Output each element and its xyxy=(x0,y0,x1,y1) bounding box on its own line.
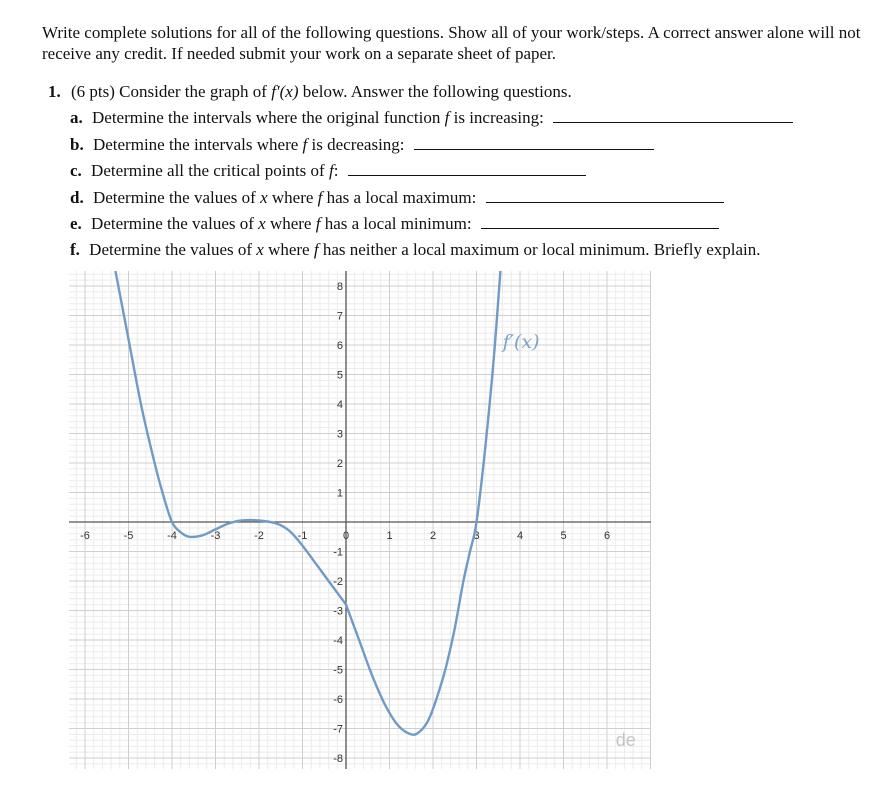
part-tail: is increasing: xyxy=(453,108,544,127)
part-tail: is decreasing: xyxy=(311,135,405,154)
x-tick-label: 0 xyxy=(342,530,350,542)
part-var: x xyxy=(256,240,264,259)
part-var: f xyxy=(302,135,308,154)
answer-blank-a[interactable] xyxy=(553,108,793,123)
part-var2: f xyxy=(317,188,323,207)
x-tick-label: -6 xyxy=(80,530,90,542)
y-tick-label: 7 xyxy=(336,310,343,323)
part-text: Determine the intervals where the original function xyxy=(92,108,441,127)
tick-labels xyxy=(80,281,610,765)
curves xyxy=(116,271,501,734)
part-text: Determine all the critical points of xyxy=(91,161,325,180)
part-mid: where xyxy=(269,214,312,233)
part-label: e. xyxy=(70,214,82,233)
y-tick-label: 8 xyxy=(336,281,343,293)
part-var: x xyxy=(258,214,266,233)
answer-blank-b[interactable] xyxy=(414,135,654,150)
y-tick-label: 1 xyxy=(336,487,343,500)
part-label: c. xyxy=(70,161,82,180)
x-tick-label: 2 xyxy=(429,530,437,542)
y-tick-label: -6 xyxy=(333,694,343,706)
part-mid: where xyxy=(268,240,310,259)
y-tick-label: 5 xyxy=(336,369,343,382)
x-tick-label: 5 xyxy=(560,530,567,542)
part-label: f. xyxy=(70,240,80,259)
answer-blank-d[interactable] xyxy=(486,188,724,203)
question-points: (6 pts) xyxy=(71,82,115,101)
part-var: x xyxy=(260,188,268,207)
part-tail: has neither a local maximum or local minimum. Briefly explain. xyxy=(322,240,761,259)
x-tick-label: 6 xyxy=(603,530,611,542)
function-notation: f′(x) xyxy=(271,82,299,101)
x-tick-label: 4 xyxy=(516,530,524,542)
answer-blank-c[interactable] xyxy=(348,161,586,176)
part-text: Determine the values of xyxy=(91,214,254,233)
derivative-graph xyxy=(69,271,651,769)
question-prompt-before: Consider the graph of xyxy=(119,82,267,101)
x-tick-label: -5 xyxy=(123,530,134,542)
x-tick-label: -4 xyxy=(167,530,177,542)
curve-label: f′(x) xyxy=(502,330,540,353)
part-tail: : xyxy=(333,161,339,180)
x-tick-label: 1 xyxy=(386,530,393,542)
part-var: f xyxy=(444,108,450,127)
part-label: a. xyxy=(70,108,83,127)
question-1-prompt xyxy=(48,82,572,102)
part-e xyxy=(70,214,719,234)
y-tick-label: 6 xyxy=(336,340,343,352)
part-text: Determine the intervals where xyxy=(92,135,299,154)
instructions: Write complete solutions for all of the following questions. Show all of your work/steps. A correct answer alone will not receive any credit. If needed submit your work on a separate sheet of paper. xyxy=(42,23,861,63)
y-tick-label: -3 xyxy=(333,605,343,618)
part-var2: f xyxy=(313,240,319,259)
part-var2: f xyxy=(315,214,321,233)
question-prompt-after: below. Answer the following questions. xyxy=(302,82,572,101)
part-label: b. xyxy=(70,135,84,154)
part-var: f xyxy=(328,161,334,180)
y-tick-label: -5 xyxy=(333,664,343,677)
part-d xyxy=(70,188,724,208)
y-tick-label: -8 xyxy=(333,753,343,765)
y-tick-label: 4 xyxy=(336,399,343,411)
x-tick-label: -3 xyxy=(210,530,221,542)
x-tick-label: -1 xyxy=(297,530,308,542)
y-tick-label: 2 xyxy=(336,458,343,470)
part-f xyxy=(70,240,760,260)
answer-blank-e[interactable] xyxy=(481,214,719,229)
major-grid xyxy=(69,271,651,769)
part-tail: has a local minimum: xyxy=(324,214,472,233)
part-label: d. xyxy=(70,188,84,207)
x-tick-label: -2 xyxy=(254,530,264,542)
watermark: de xyxy=(615,730,636,751)
part-mid: where xyxy=(271,188,314,207)
part-a xyxy=(70,108,793,128)
question-number: 1. xyxy=(48,82,61,101)
y-tick-label: -4 xyxy=(333,635,343,647)
part-text: Determine the values of xyxy=(92,188,256,207)
x-tick-label: 3 xyxy=(473,530,480,542)
y-tick-label: -7 xyxy=(333,723,343,736)
y-tick-label: -1 xyxy=(333,546,343,559)
part-c xyxy=(70,161,586,181)
part-b xyxy=(70,135,654,155)
part-tail: has a local maximum: xyxy=(326,188,477,207)
f-prime-curve xyxy=(346,271,500,734)
y-tick-label: 3 xyxy=(336,428,343,441)
part-text: Determine the values of xyxy=(89,240,253,259)
y-tick-label: -2 xyxy=(333,576,343,588)
